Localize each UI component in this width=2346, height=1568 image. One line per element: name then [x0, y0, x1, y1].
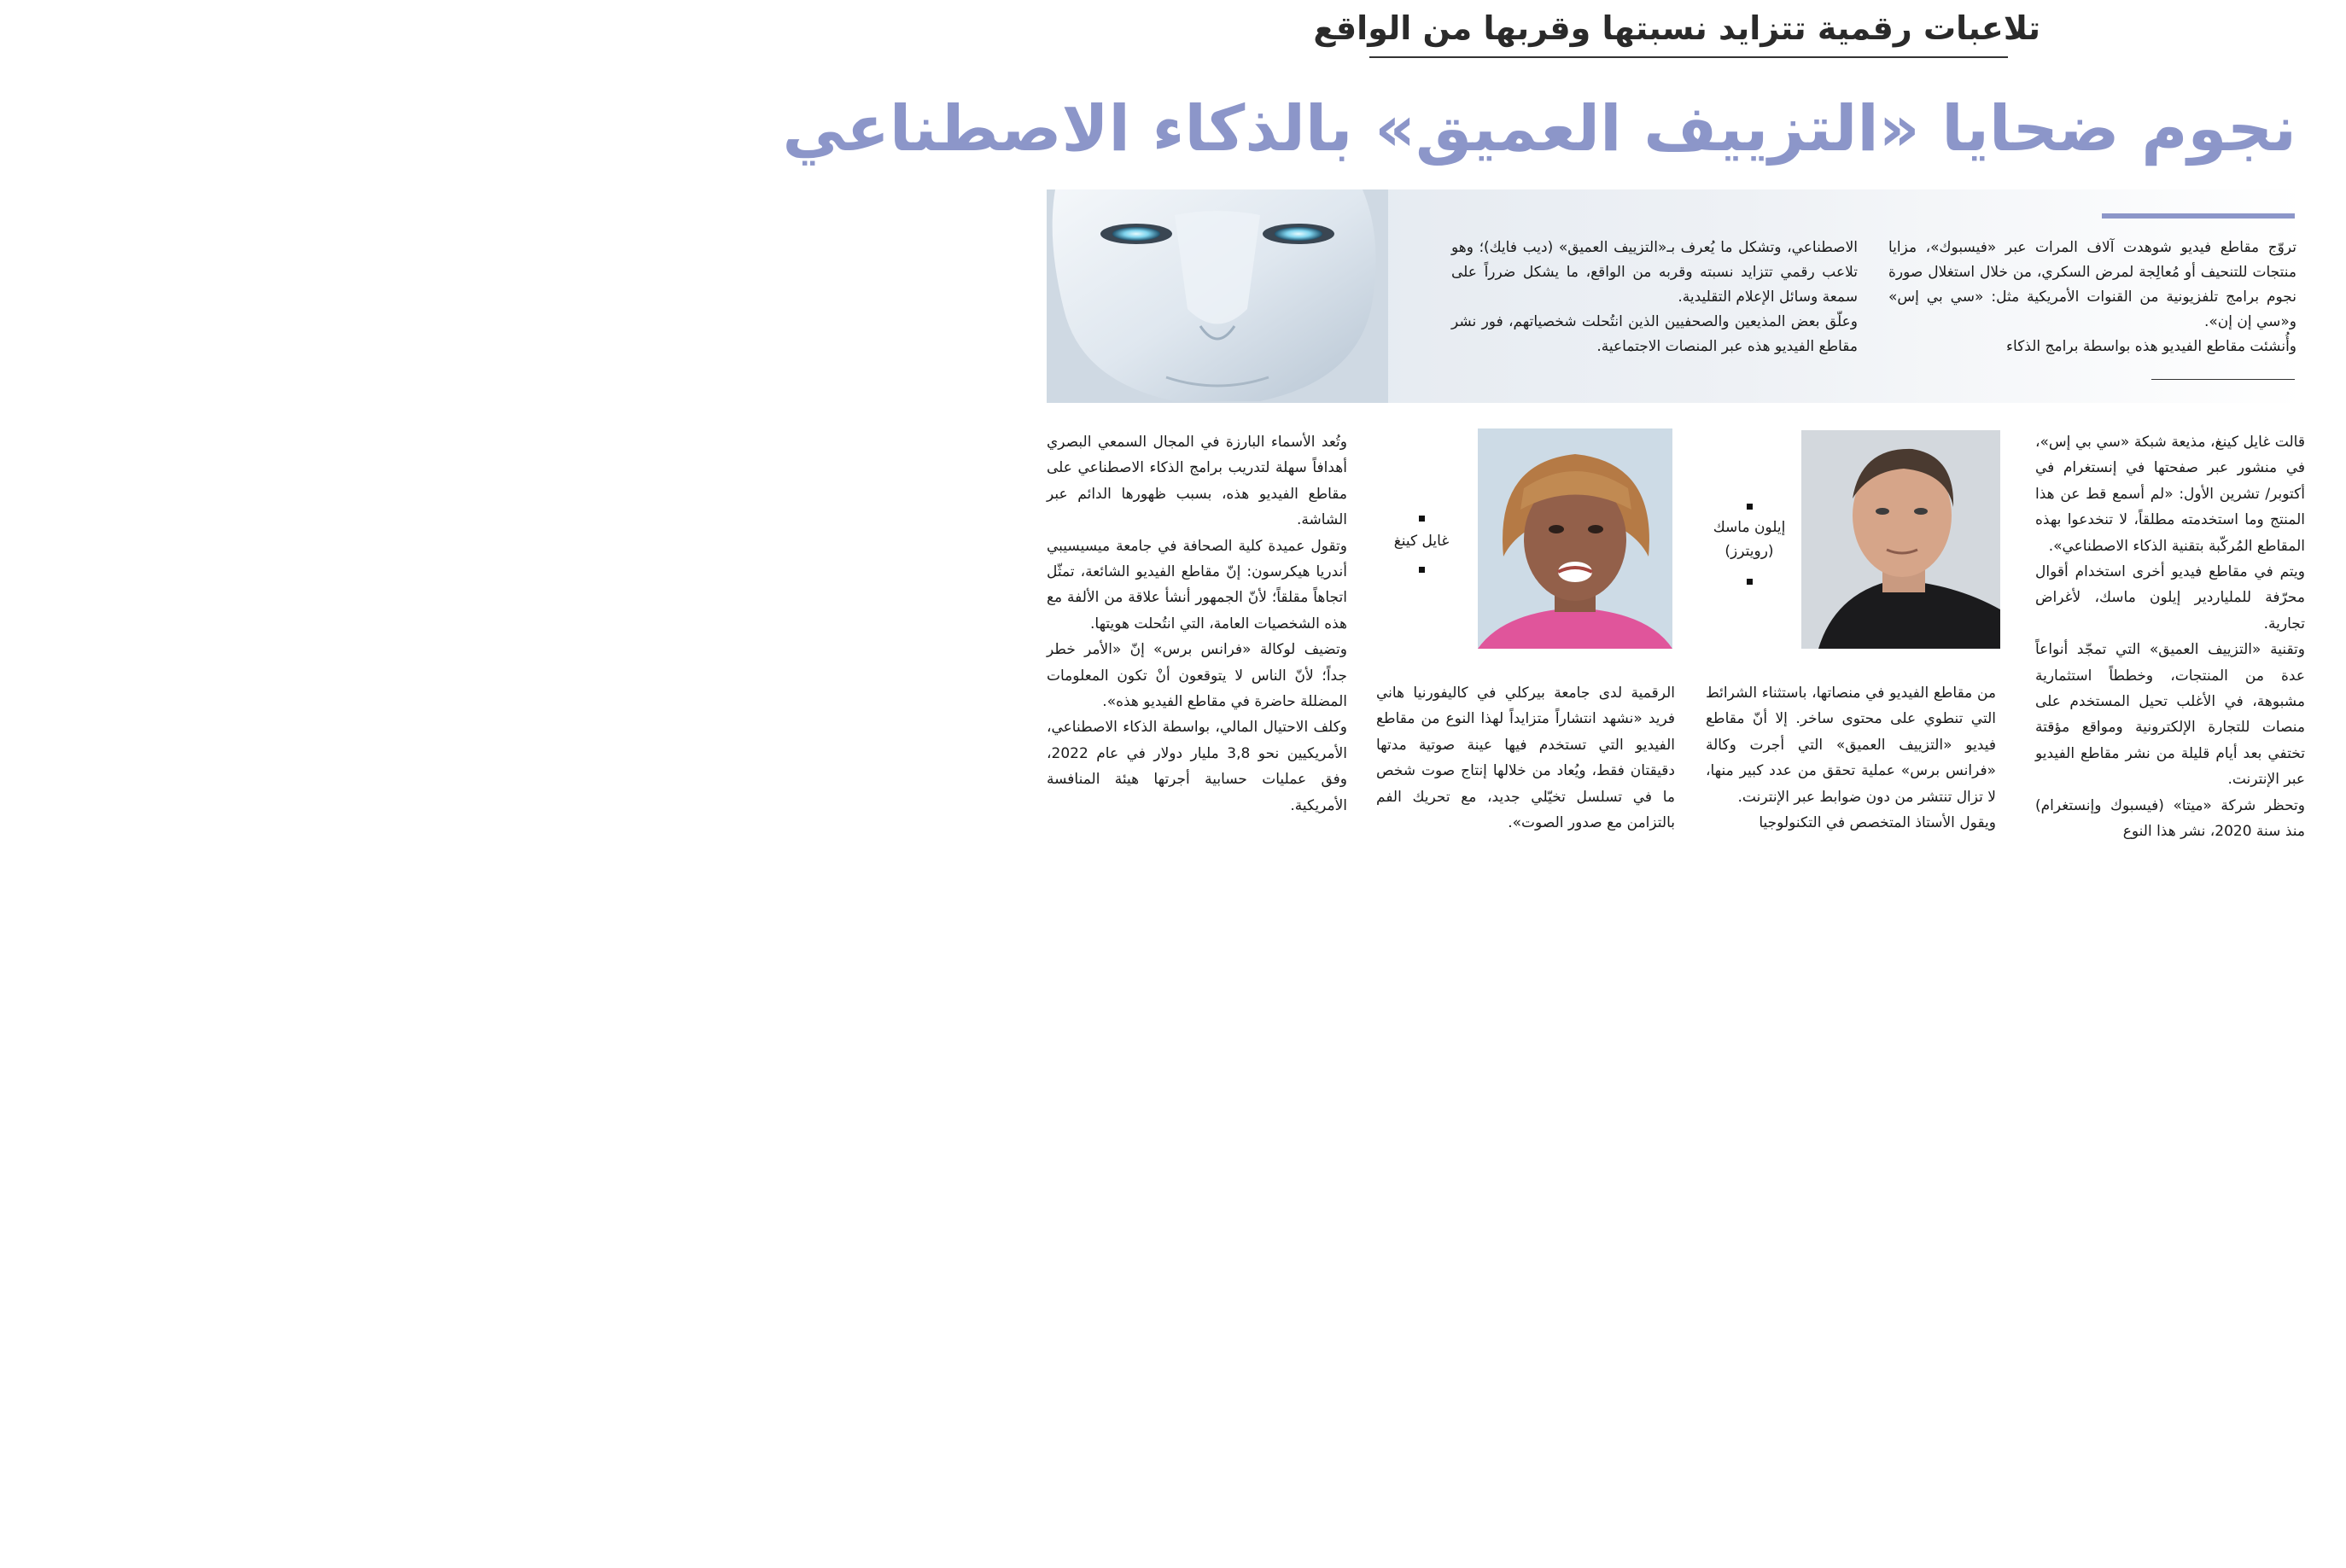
caption-name: غايل كينغ — [1393, 533, 1450, 550]
paragraph: الرقمية لدى جامعة بيركلي في كاليفورنيا هاني فريد «نشهد انتشاراً متزايداً لهذا النوع من مقاطع الفيديو التي تستخدم فيها عينة صوتية مدتها دقيقتان فقط، ويُعاد من خلالها إنتاج صوت شخص ما في تسلسل تخيّلي جديد، مع تحريك الفم بالتزامن مع صدور الصوت». — [1376, 685, 1675, 832]
body-column-2 — [1706, 680, 1996, 836]
body-column-4 — [1047, 429, 1347, 819]
king-caption — [1376, 529, 1467, 553]
paragraph: وتضيف لوكالة «فرانس برس» إنّ «الأمر خطر جداً؛ لأنّ الناس لا يتوقعون أنْ تكون المعلومات المضللة حاضرة في مقاطع الفيديو هذه». — [1047, 641, 1347, 711]
intro-end-rule — [2151, 379, 2295, 380]
paragraph: الاصطناعي، وتشكل ما يُعرف بـ«التزييف العميق» (ديب فايك)؛ وهو تلاعب رقمي تتزايد نسبته وقربه من الواقع، ما يشكل ضرراً على سمعة وسائل الإعلام التقليدية. — [1451, 239, 1858, 306]
robot-face-image — [1047, 189, 1388, 403]
paragraph: تروّج مقاطع فيديو شوهدت آلاف المرات عبر «فيسبوك»، مزايا منتجات للتنحيف أو مُعالِجة لمرض السكري، من خلال استغلال صورة نجوم برامج تلفزيونية من القنوات الأمريكية مثل: «سي بي إس» و«سي إن إن». — [1888, 239, 2296, 330]
caption-bullet — [1747, 579, 1753, 585]
caption-bullet — [1747, 504, 1753, 510]
paragraph: ويتم في مقاطع فيديو أخرى استخدام أقوال محرّفة للملياردير إيلون ماسك، لأغراض تجارية. — [2035, 563, 2305, 632]
kicker: تلاعبات رقمية تتزايد نسبتها وقربها من الواقع — [1313, 9, 2040, 47]
paragraph: ويقول الأستاذ المتخصص في التكنولوجيا — [1759, 814, 1996, 832]
king-photo — [1478, 428, 1672, 649]
intro-column-right — [1888, 236, 2296, 359]
musk-caption — [1695, 516, 1803, 563]
musk-photo — [1801, 430, 2000, 649]
paragraph: وتقنية «التزييف العميق» التي تمجّد أنواعاً عدة من المنتجات، وخططاً استثمارية مشبوهة، في الأغلب تحيل المستخدم على منصات للتجارة الإلكترونية ومواقع مؤقتة تختفي بعد أيام قليلة من نشر مقاطع الفيديو عبر الإنترنت. — [2035, 641, 2305, 789]
king-portrait-image — [1478, 428, 1672, 649]
paragraph: وعلّق بعض المذيعين والصحفيين الذين انتُحلت شخصياتهم، فور نشر مقاطع الفيديو هذه عبر المنصات الاجتماعية. — [1451, 313, 1858, 355]
kicker-rule — [1369, 56, 2008, 58]
headline: نجوم ضحايا «التزييف العميق» بالذكاء الاصطناعي — [782, 92, 2296, 166]
accent-rule — [2102, 213, 2295, 219]
paragraph: وتُعد الأسماء البارزة في المجال السمعي البصري أهدافاً سهلة لتدريب برامج الذكاء الاصطناعي على مقاطع الفيديو هذه، بسبب ظهورها الدائم عبر الشاشة. — [1047, 434, 1347, 529]
caption-credit: (رويترز) — [1724, 543, 1774, 560]
intro-column-left — [1451, 236, 1858, 359]
caption-bullet — [1419, 516, 1425, 522]
paragraph: وأُنشئت مقاطع الفيديو هذه بواسطة برامج الذكاء — [2006, 338, 2296, 355]
paragraph: وتقول عميدة كلية الصحافة في جامعة ميسيسيبي أندريا هيكرسون: إنّ مقاطع الفيديو الشائعة، تمثّل اتجاهاً مقلقاً؛ لأنّ الجمهور أنشأ علاقة من الألفة مع هذه الشخصيات العامة، التي انتُحلت هويتها. — [1047, 537, 1347, 632]
body-column-3 — [1376, 680, 1675, 836]
paragraph: وكلف الاحتيال المالي، بواسطة الذكاء الاصطناعي، الأمريكيين نحو 3,8 مليار دولار في عام 2022، وفق عمليات حسابية أجرتها هيئة المنافسة الأمريكية. — [1047, 719, 1347, 814]
caption-bullet — [1419, 567, 1425, 573]
musk-portrait-image — [1801, 430, 2000, 649]
paragraph: من مقاطع الفيديو في منصاتها، باستثناء الشرائط التي تنطوي على محتوى ساخر. إلا أنّ مقاطع فيديو «التزييف العميق» التي أجرت وكالة «فرانس برس» عملية تحقق من عدد كبير منها، لا تزال تنتشر من دون ضوابط عبر الإنترنت. — [1706, 685, 1996, 806]
body-column-1 — [2035, 429, 2305, 845]
paragraph: قالت غايل كينغ، مذيعة شبكة «سي بي إس»، في منشور عبر صفحتها في إنستغرام في أكتوبر/ تشرين الأول: «لم أسمع قط عن هذا المنتج وما استخدمته مطلقاً، لا تنخدعوا بهذه المقاطع المُركّبة بتقنية الذكاء الاصطناعي». — [2035, 434, 2305, 555]
paragraph: وتحظر شركة «ميتا» (فيسبوك وإنستغرام) منذ سنة 2020، نشر هذا النوع — [2035, 796, 2305, 841]
caption-name: إيلون ماسك — [1713, 519, 1786, 536]
